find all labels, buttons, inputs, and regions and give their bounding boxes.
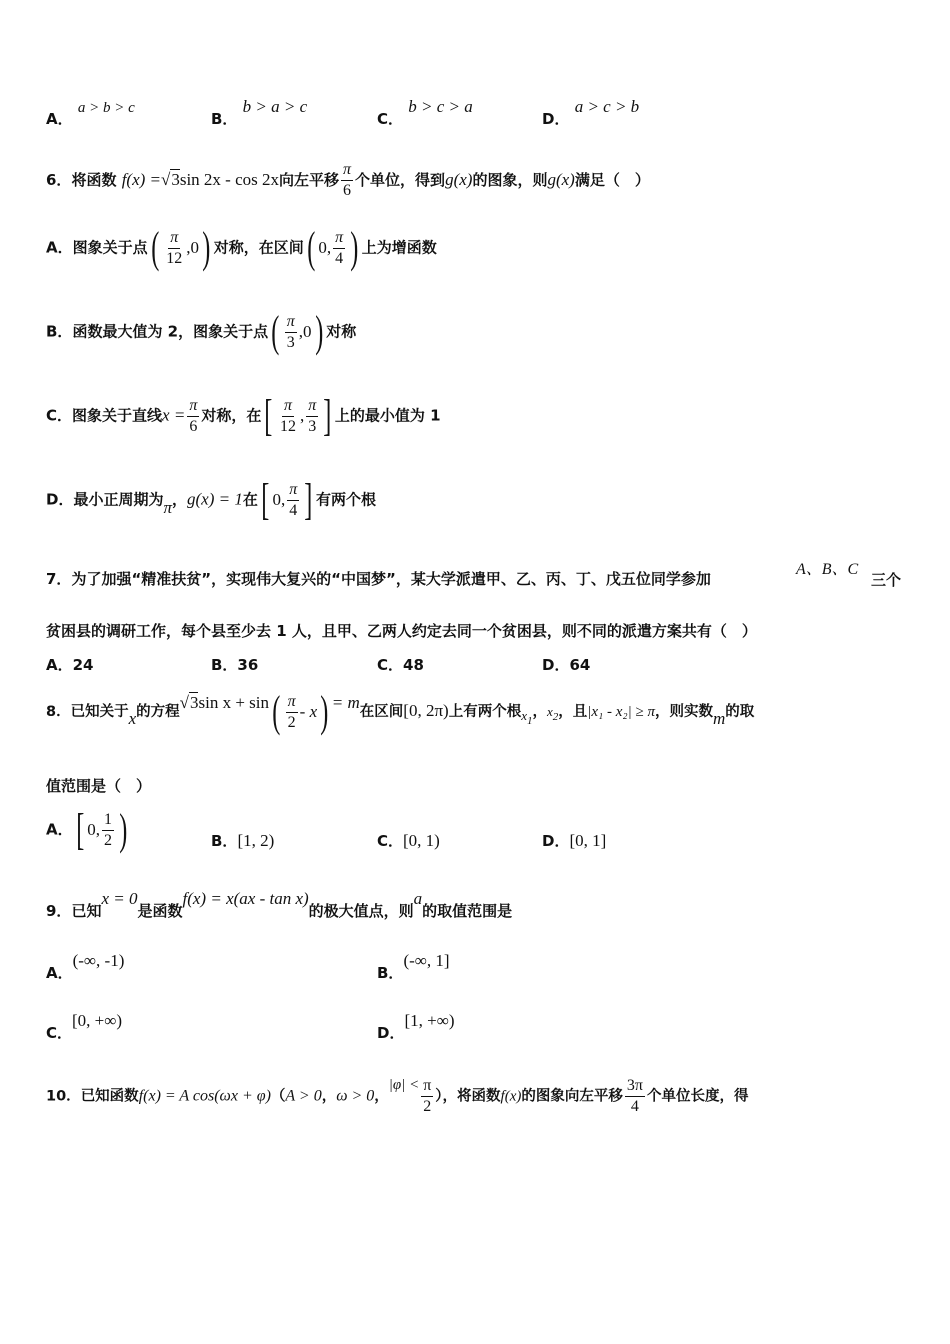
stem-text: 的极大值点，则 <box>308 902 414 920</box>
denominator: 3 <box>286 333 295 351</box>
stem-text: 已知关于 <box>70 704 129 720</box>
radicand: 3 <box>189 693 199 712</box>
math-expr: x = 0 <box>101 889 138 908</box>
stem-text: 向左平移 <box>279 171 340 189</box>
numerator: π <box>168 230 180 249</box>
q7-stem-line1 <box>46 568 711 589</box>
numerator: 1 <box>102 812 114 831</box>
q6-option-c <box>46 391 441 440</box>
math-expr: a > b > c <box>77 100 135 116</box>
option-text: 对称，在 <box>201 406 262 425</box>
root-x2 <box>546 704 559 723</box>
math-expr: = m <box>331 693 360 712</box>
option-text: 上为增函数 <box>361 238 437 257</box>
math-var: x <box>521 708 527 723</box>
option-label: C． <box>46 1024 73 1042</box>
q9-option-c <box>46 1011 123 1043</box>
math-expr: |φ| < <box>388 1076 420 1093</box>
denominator: 2 <box>423 1098 432 1115</box>
numerator: π <box>187 398 199 417</box>
stem-text: 三个 <box>871 571 902 589</box>
q9-option-a <box>46 951 125 983</box>
math-var: a <box>413 889 423 908</box>
math-expr: (-∞, -1) <box>72 951 125 970</box>
stem-text: ，且 <box>558 704 588 720</box>
math-expr: (-∞, 1] <box>403 951 450 970</box>
stem-text: ， <box>532 704 547 720</box>
q6-option-b <box>46 307 357 356</box>
numerator: 3π <box>625 1078 645 1097</box>
stem-text: ），将函数 <box>435 1088 501 1105</box>
stem-text: 上有两个根 <box>448 704 522 720</box>
stem-text: ，则实数 <box>655 704 713 720</box>
denominator: 4 <box>630 1098 639 1115</box>
q8-stem-line2: 值范围是（ ） <box>46 777 152 795</box>
root-x1 <box>521 708 533 727</box>
q7-option-d: D．64 <box>542 656 591 674</box>
denominator: 3 <box>308 417 317 435</box>
denominator: 4 <box>289 501 298 519</box>
q6-option-a <box>46 223 437 272</box>
stem-text: ， <box>374 1088 389 1105</box>
option-label: D． <box>542 110 570 128</box>
q7-option-b: B．36 <box>211 656 259 674</box>
stem-text: ， <box>321 1088 337 1105</box>
option-label: B． <box>211 110 238 128</box>
option-label: A． <box>46 964 73 982</box>
question-number: 7． <box>46 570 72 588</box>
option-text: 图象关于直线 <box>72 406 163 425</box>
interval: ( 0, $\frac{\pi}{4}$ ) <box>307 223 359 272</box>
question-number: 9． <box>46 902 72 920</box>
math-expr: [0, 1] <box>569 831 607 850</box>
math-var: m <box>713 709 726 728</box>
point: ( $\frac{\pi}{12}$ ,0 ) <box>150 223 211 272</box>
denominator: 2 <box>104 831 113 849</box>
numerator: π <box>341 162 353 181</box>
math-expr: g(x) <box>445 170 473 189</box>
numerator: π <box>421 1078 433 1097</box>
stem-text: 满足（ ） <box>574 171 650 189</box>
math-expr: b > c > a <box>408 97 473 116</box>
stem-text: 的取 <box>725 704 755 720</box>
math-expr: a > c > b <box>574 97 640 116</box>
radicand: 3 <box>171 170 180 189</box>
q5-option-b <box>211 97 308 129</box>
fraction <box>625 1078 645 1115</box>
q8-option-b <box>211 830 274 851</box>
q6-stem <box>46 162 650 199</box>
math-expr: f(x) = A cos(ωx + φ) <box>138 1087 271 1105</box>
q8-option-a <box>46 805 131 854</box>
denominator: 2 <box>287 713 296 731</box>
option-label: B． <box>211 832 238 850</box>
point: ( $\frac{\pi}{3}$ ,0 ) <box>271 307 323 356</box>
math-expr: sin x + sin <box>198 693 269 712</box>
q9-option-d <box>377 1011 455 1043</box>
option-label: A． <box>46 238 73 257</box>
math-expr: ,0 <box>298 322 312 341</box>
q8-option-d <box>542 830 606 851</box>
interval: [ 0, $\frac{\pi}{4}$ ] <box>261 475 313 524</box>
stem-text: 的取值范围是 <box>422 902 513 920</box>
stem-text: 为了加强“精准扶贫”，实现伟大复兴的“中国梦”，某大学派遣甲、乙、丙、丁、戊五位同学参加 <box>71 570 711 588</box>
fraction <box>187 398 199 435</box>
math-expr: f(x) <box>500 1088 522 1105</box>
q7-option-a: A．24 <box>46 656 94 674</box>
question-number: 6． <box>46 171 72 189</box>
subscript: 1 <box>526 715 533 727</box>
math-var: x <box>546 704 553 719</box>
q6-option-d <box>46 475 376 524</box>
math-expr: A > 0 <box>285 1087 322 1105</box>
stem-text: 已知 <box>71 902 102 920</box>
q7-option-c: C．48 <box>377 656 424 674</box>
math-expr: [0, +∞) <box>72 1011 123 1030</box>
math-expr: 0, <box>272 490 286 509</box>
question-number: 10． <box>46 1088 81 1105</box>
abc-counties: A、B、C <box>796 561 859 578</box>
math-expr: 0, <box>87 820 101 839</box>
numerator: π <box>286 694 298 713</box>
option-text: 上的最小值为 1 <box>334 406 441 425</box>
option-label: B． <box>46 322 73 341</box>
option-label: D． <box>377 1024 405 1042</box>
stem-text: 的方程 <box>136 704 180 720</box>
option-label: A． <box>46 820 73 839</box>
fraction <box>421 1078 433 1115</box>
subscript: 2 <box>552 711 559 723</box>
paren-expr: ( $\frac{\pi}{2}$ - x ) <box>272 687 329 736</box>
math-expr: ,0 <box>186 238 200 257</box>
option-label: D． <box>46 490 74 509</box>
option-label: A． <box>46 110 73 128</box>
denominator: 12 <box>166 249 183 267</box>
stem-text: 将函数 <box>71 171 117 189</box>
fraction <box>341 162 353 199</box>
math-expr: [0, 1) <box>403 831 440 850</box>
math-expr: f(x) = <box>121 170 161 189</box>
q7-stem-line2: 贫困县的调研工作，每个县至少去 1 人，且甲、乙两人约定去同一个贫困县，则不同的派遣方案共有（ ） <box>46 622 757 640</box>
denominator: 6 <box>189 417 198 435</box>
math-expr: g(x) <box>547 170 575 189</box>
option-text: 有两个根 <box>315 490 376 509</box>
question-number: 8． <box>46 704 71 720</box>
q5-option-a <box>46 100 135 129</box>
q9-option-b <box>377 951 450 983</box>
denominator: 4 <box>335 249 344 267</box>
option-text: 最小正周期为 <box>73 490 164 509</box>
math-expr: π <box>163 497 172 517</box>
math-expr: x = <box>162 405 186 425</box>
math-expr: g(x) = 1 <box>187 489 243 509</box>
numerator: π <box>306 398 318 417</box>
stem-text: 在区间 <box>359 704 404 720</box>
sqrt: √3 <box>161 170 180 189</box>
option-text: 在 <box>242 490 258 509</box>
stem-text: 个单位，得到 <box>355 171 446 189</box>
denominator: 6 <box>343 182 352 199</box>
math-expr: |x₁ - x₂| ≥ π <box>587 704 655 720</box>
stem-text: （ <box>270 1088 286 1105</box>
option-text: 对称，在区间 <box>213 238 304 257</box>
option-label: D． <box>542 832 570 850</box>
q10-stem <box>46 1078 748 1115</box>
option-label: C． <box>377 110 404 128</box>
option-label: B． <box>377 964 404 982</box>
math-var: x <box>128 709 137 728</box>
numerator: π <box>287 482 299 501</box>
stem-text: 的图象，则 <box>472 171 548 189</box>
denominator: 12 <box>280 417 296 435</box>
option-text: ， <box>172 490 188 509</box>
numerator: π <box>285 314 297 333</box>
math-expr: - x <box>299 702 318 721</box>
numerator: π <box>282 398 294 417</box>
math-expr: [1, +∞) <box>404 1011 455 1030</box>
stem-text: 的图象向左平移 <box>521 1088 623 1105</box>
sqrt: √3 <box>179 693 199 712</box>
q8-option-c <box>377 830 440 851</box>
numerator: π <box>333 230 345 249</box>
option-text: 对称 <box>326 322 357 341</box>
q5-option-c <box>377 97 473 129</box>
stem-text: 个单位长度，得 <box>646 1088 749 1105</box>
option-label: C． <box>377 832 404 850</box>
math-expr: f(x) = x(ax - tan x) <box>182 889 309 908</box>
stem-text: 已知函数 <box>80 1088 139 1105</box>
q5-option-d <box>542 97 640 129</box>
stem-text: 是函数 <box>137 902 183 920</box>
interval: [ 0, $\frac{1}{2}$ ) <box>75 805 128 854</box>
math-expr: [1, 2) <box>237 831 275 850</box>
option-label: C． <box>46 406 73 425</box>
math-expr: b > a > c <box>242 97 308 116</box>
math-expr: sin 2x - cos 2x <box>179 170 280 189</box>
math-expr: 0, <box>318 238 332 257</box>
q8-stem-line1 <box>46 687 755 736</box>
math-expr: [0, 2π) <box>403 701 449 720</box>
option-text: 函数最大值为 2，图象关于点 <box>72 322 269 341</box>
option-text: 图象关于点 <box>72 238 148 257</box>
q9-stem <box>46 889 513 921</box>
interval: [ $\frac{\pi}{12}$ , $\frac{\pi}{3}$ ] <box>264 391 332 440</box>
math-expr: ω > 0 <box>336 1087 375 1105</box>
